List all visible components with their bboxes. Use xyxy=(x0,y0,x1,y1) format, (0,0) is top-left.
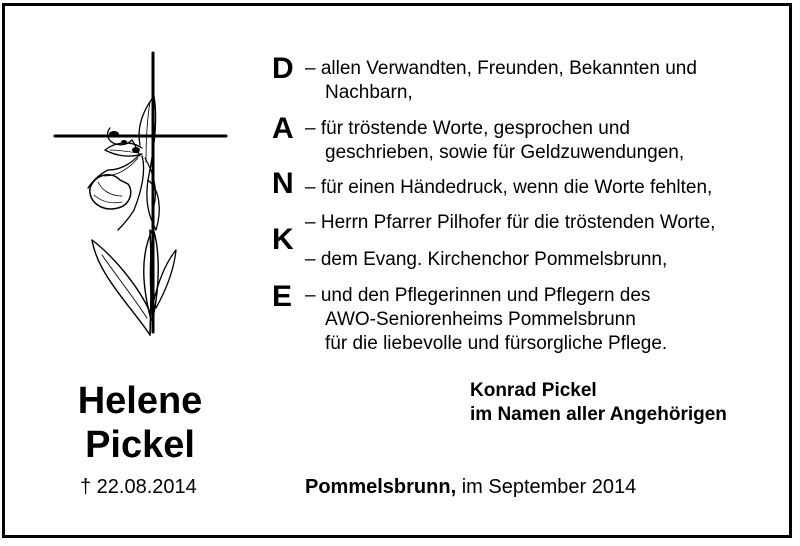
place-date xyxy=(305,475,636,499)
cross-orchid-icon xyxy=(50,50,235,340)
deceased-first-name: Helene xyxy=(77,380,203,422)
thanks-line: AWO-Seniorenheims Pommelsbrunn xyxy=(325,309,636,330)
danke-letter-a: A xyxy=(272,112,294,145)
deceased-last-name: Pickel xyxy=(85,424,195,466)
place-month: im September 2014 xyxy=(456,476,637,498)
danke-letter-e: E xyxy=(272,280,293,313)
signature-line: im Namen aller Angehörigen xyxy=(470,404,727,425)
thanks-line: – allen Verwandten, Freunden, Bekannten und xyxy=(305,58,697,79)
danke-letter-k: K xyxy=(272,223,294,256)
thanks-line: geschrieben, sowie für Geldzuwendungen, xyxy=(325,142,685,163)
thanks-line: – für einen Händedruck, wenn die Worte fehlten, xyxy=(305,177,713,198)
thanks-line: – Herrn Pfarrer Pilhofer für die tröstenden Worte, xyxy=(305,212,716,233)
thanks-line: für die liebevolle und fürsorgliche Pflege. xyxy=(325,333,668,354)
thanks-line: – und den Pflegerinnen und Pflegern des xyxy=(305,285,651,306)
danke-letter-n: N xyxy=(272,167,294,200)
thanks-line: Nachbarn, xyxy=(325,82,413,103)
signature-name: Konrad Pickel xyxy=(470,380,597,401)
thanks-line: – für tröstende Worte, gesprochen und xyxy=(305,118,630,139)
place-town: Pommelsbrunn, xyxy=(305,476,457,498)
danke-letter-d: D xyxy=(272,52,294,85)
thanks-line: – dem Evang. Kirchenchor Pommelsbrunn, xyxy=(305,249,668,270)
death-date: † 22.08.2014 xyxy=(80,476,197,498)
